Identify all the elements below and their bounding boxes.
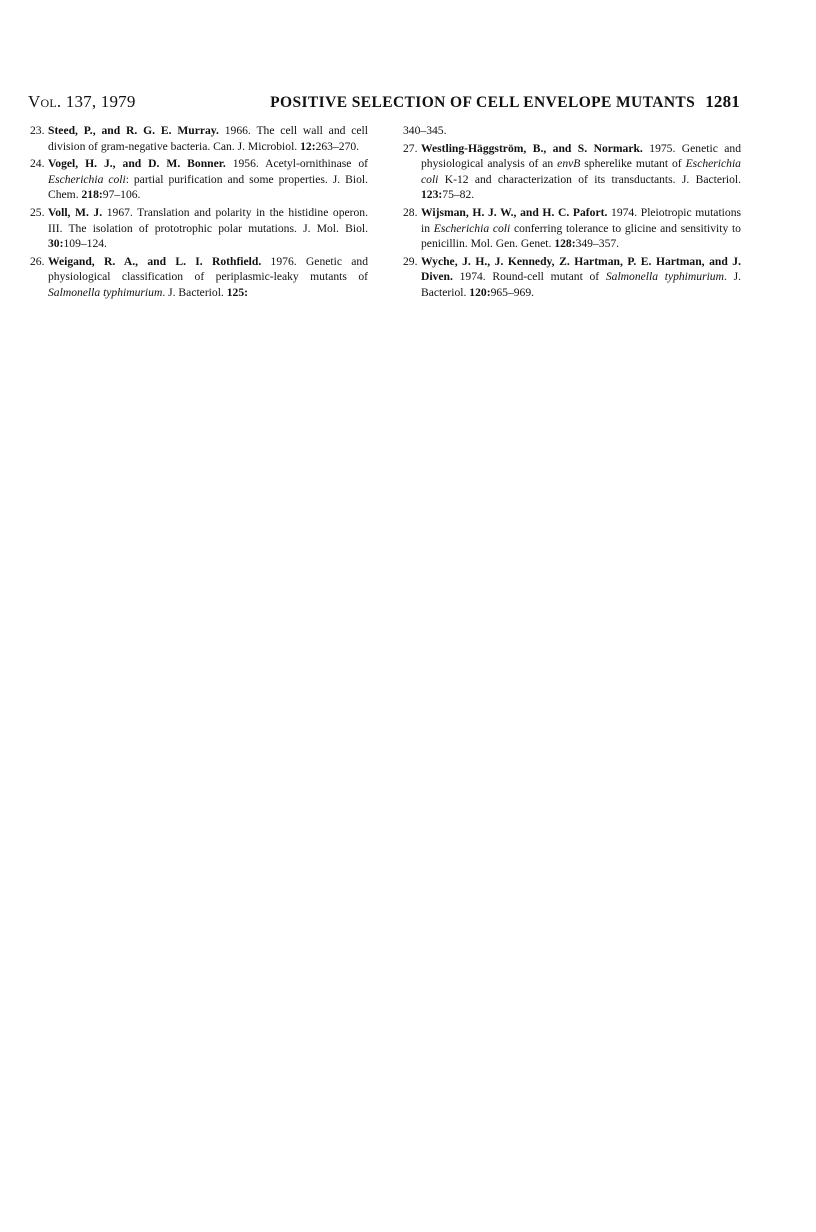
- reference-column-right: [403, 123, 741, 303]
- reference-pages: 349–357.: [575, 237, 620, 251]
- reference-text: 1974. Pleiotropic mutations in: [421, 205, 741, 235]
- reference-volume: 218:: [81, 188, 103, 202]
- reference-26-continued: [403, 123, 741, 139]
- reference-volume: 123:: [421, 188, 443, 202]
- reference-text: spherelike mutant of: [584, 157, 682, 171]
- reference-authors: Westling-Häggström, B., and S. Normark.: [421, 141, 643, 155]
- reference-text: 1967. Translation and polarity in the histidine operon. III. The isolation of prototrophic polar mutations. J. Mol. Biol.: [48, 205, 368, 235]
- reference-number: 25.: [30, 205, 45, 219]
- reference-column-left: [30, 123, 368, 303]
- running-title: POSITIVE SELECTION OF CELL ENVELOPE MUTANTS: [270, 94, 696, 111]
- reference-text: . J. Bacteriol.: [162, 285, 224, 299]
- volume-info: Vol. 137, 1979: [28, 92, 136, 111]
- reference-text: . J. Bacteriol.: [421, 270, 741, 299]
- reference-text: 1975. Genetic and physiological analysis of an: [421, 141, 742, 171]
- organism-name: Escherichia coli: [433, 221, 511, 235]
- page-number: 1281: [705, 92, 740, 111]
- header-right: [270, 92, 740, 112]
- reference-pages: 340–345.: [403, 124, 447, 137]
- gene-name: envB: [557, 157, 581, 171]
- reference-26: [30, 254, 368, 301]
- reference-volume: 30:: [48, 237, 64, 251]
- reference-24: [30, 156, 368, 203]
- reference-25: [30, 205, 368, 252]
- reference-text: : partial purification and some properties. J. Biol. Chem.: [48, 172, 368, 202]
- reference-pages: 109–124.: [63, 237, 107, 251]
- organism-name: Salmonella typhimurium: [605, 270, 724, 284]
- reference-text: K-12 and characterization of its transductants. J. Bacteriol.: [444, 172, 742, 186]
- reference-number: 27.: [403, 141, 418, 155]
- reference-authors: Vogel, H. J., and D. M. Bonner.: [48, 157, 226, 171]
- reference-28: [403, 205, 741, 252]
- reference-29: [403, 254, 741, 301]
- reference-volume: 128:: [554, 237, 576, 251]
- reference-number: 26.: [30, 254, 45, 268]
- reference-pages: 75–82.: [442, 188, 475, 202]
- reference-pages: 263–270.: [315, 139, 360, 153]
- reference-volume: 12:: [300, 139, 316, 153]
- organism-name: Escherichia coli: [48, 172, 126, 186]
- page-header: [28, 92, 740, 112]
- reference-authors: Wyche, J. H., J. Kennedy, Z. Hartman, P. E. Hartman, and J. Diven.: [421, 254, 741, 284]
- reference-text: 1974. Round-cell mutant of: [459, 270, 600, 284]
- reference-23: [30, 123, 368, 154]
- reference-number: 24.: [30, 157, 45, 171]
- reference-volume: 120:: [469, 285, 491, 299]
- organism-name: Escherichia coli: [421, 157, 741, 186]
- reference-volume: 125:: [226, 285, 248, 299]
- reference-number: 29.: [403, 254, 418, 268]
- reference-number: 28.: [403, 205, 418, 219]
- reference-pages: 965–969.: [490, 285, 535, 299]
- reference-number: 23.: [30, 124, 45, 137]
- reference-text: 1976. Genetic and physiological classification of periplasmic-leaky mutants of: [48, 254, 368, 284]
- reference-authors: Weigand, R. A., and L. I. Rothfield.: [48, 254, 262, 268]
- reference-authors: Wijsman, H. J. W., and H. C. Pafort.: [421, 205, 608, 219]
- reference-pages: 97–106.: [102, 188, 141, 202]
- reference-text: 1956. Acetyl-ornithinase of: [232, 157, 368, 171]
- reference-text: 1966. The cell wall and cell division of gram-negative bacteria. Can. J. Microbiol.: [48, 124, 369, 153]
- reference-27: [403, 141, 741, 203]
- organism-name: Salmonella typhimurium: [48, 285, 163, 299]
- reference-authors: Steed, P., and R. G. E. Murray.: [48, 124, 219, 137]
- reference-authors: Voll, M. J.: [48, 205, 103, 219]
- reference-text: conferring tolerance to glicine and sensitivity to penicillin. Mol. Gen. Genet.: [421, 221, 741, 251]
